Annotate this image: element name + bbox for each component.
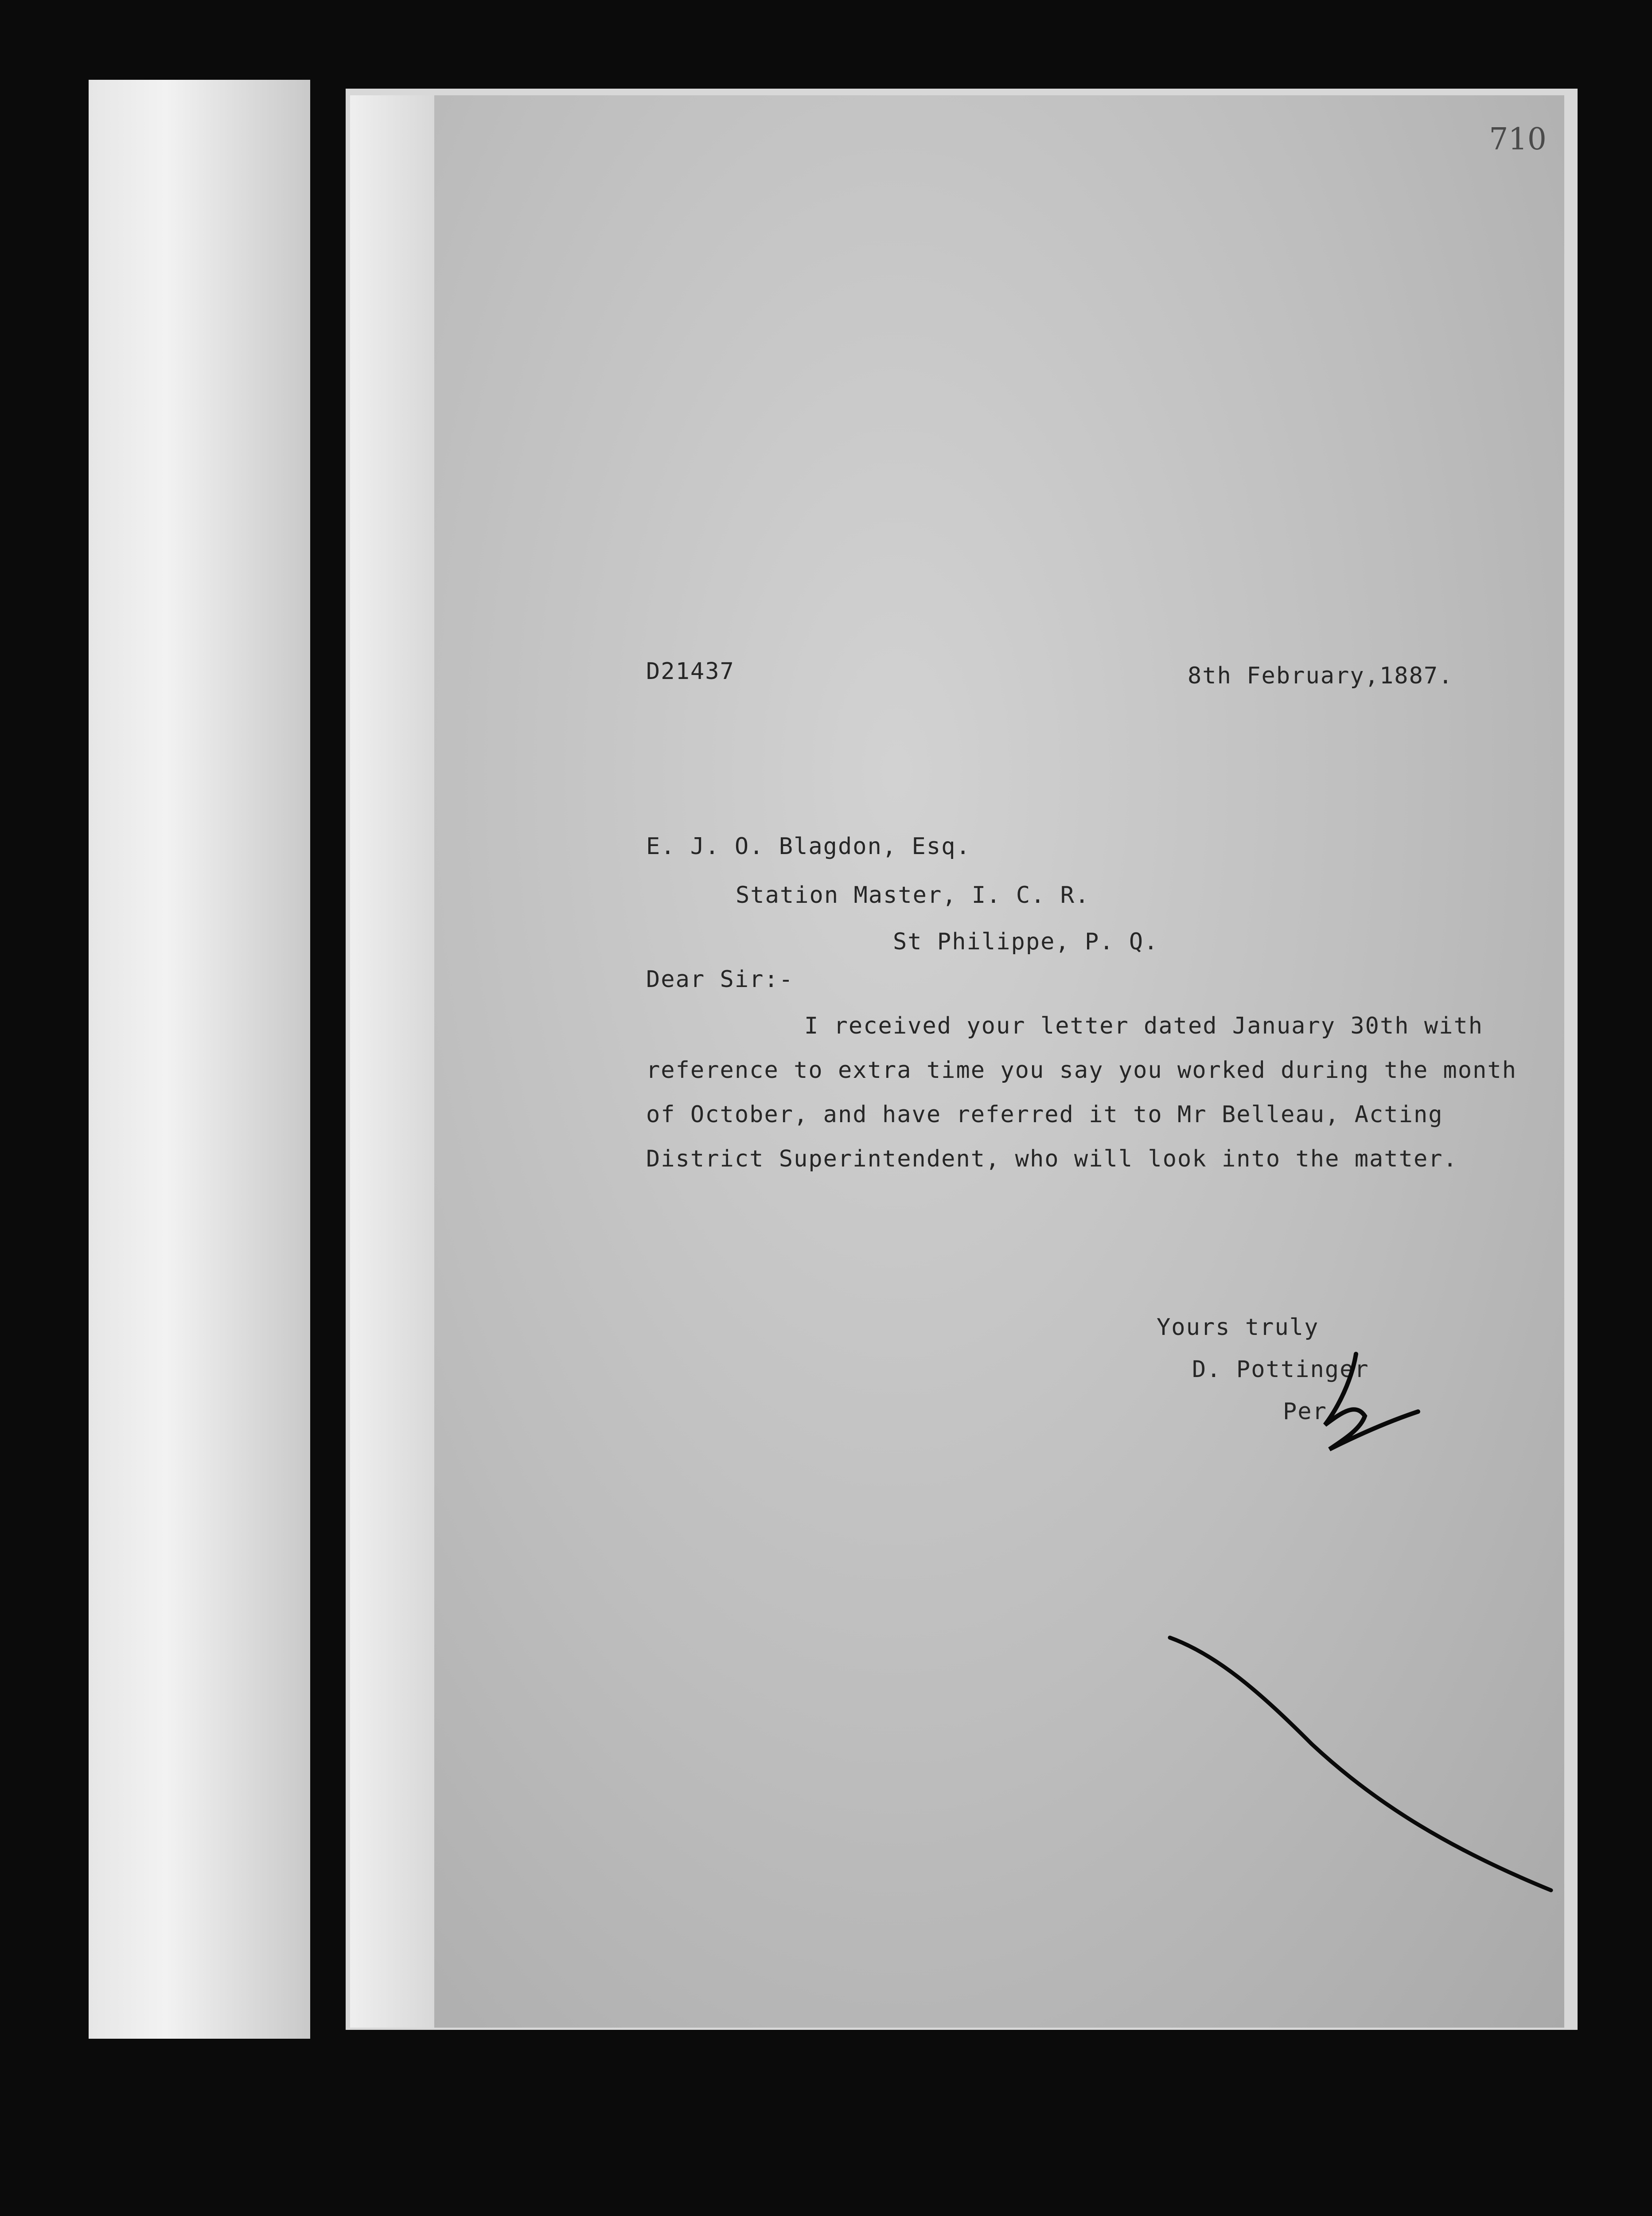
stray-pen-stroke	[1165, 1629, 1555, 1895]
salutation: Dear Sir:-	[646, 966, 794, 993]
addressee-line: Station Master, I. C. R.	[736, 882, 1090, 909]
body-line: of October, and have referred it to Mr Belleau, Acting	[646, 1101, 1443, 1128]
reference-number: D21437	[646, 658, 735, 685]
addressee-line: E. J. O. Blagdon, Esq.	[646, 833, 971, 860]
page-binding-edge	[350, 95, 434, 2028]
letter-date: 8th February,1887.	[1188, 663, 1453, 689]
adjacent-page-edge	[89, 80, 310, 2039]
closing-line: Yours truly	[1157, 1314, 1319, 1341]
addressee-line: St Philippe, P. Q.	[893, 929, 1159, 955]
body-line: District Superintendent, who will look into the matter.	[646, 1146, 1458, 1172]
letter-page	[350, 95, 1564, 2028]
page-number: 710	[1489, 122, 1547, 157]
signatory-name: D. Pottinger	[1192, 1356, 1369, 1383]
handwritten-initials-signature	[1290, 1345, 1422, 1478]
body-line: I received your letter dated January 30th with	[804, 1013, 1484, 1039]
body-line: reference to extra time you say you worked during the month	[646, 1057, 1517, 1084]
per-line: Per	[1283, 1398, 1327, 1425]
